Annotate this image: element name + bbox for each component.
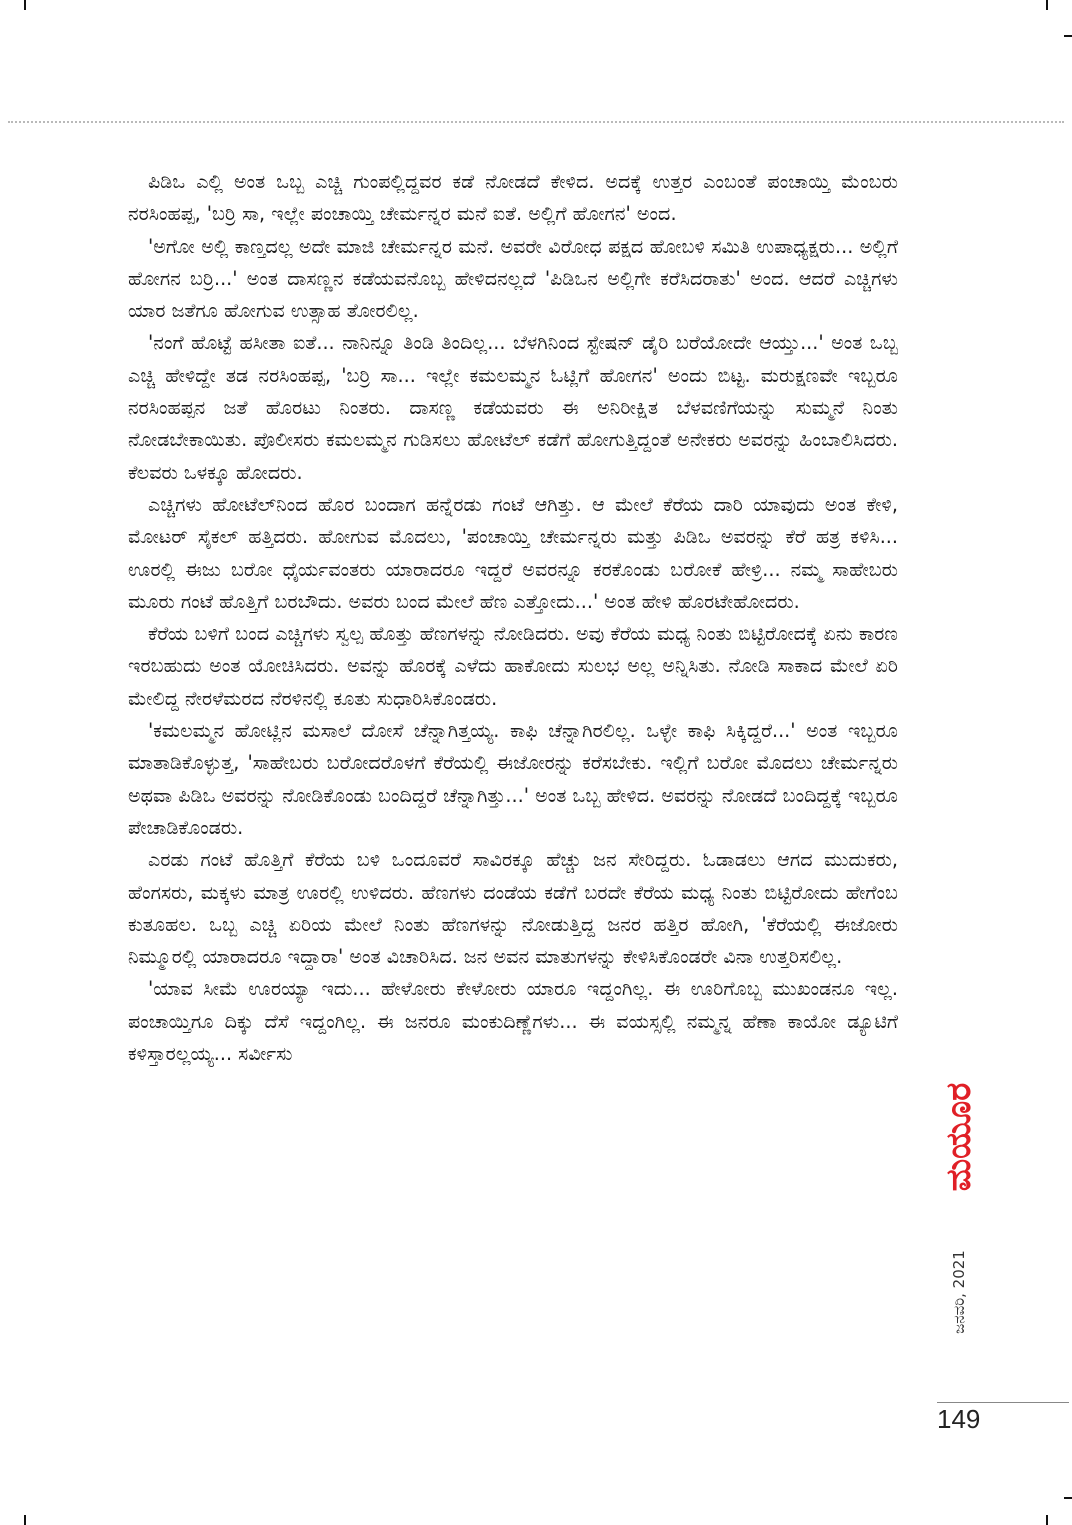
issue-date: ಜನವರಿ, 2021 xyxy=(950,1250,968,1334)
crop-mark-right-upper xyxy=(1064,35,1072,37)
paragraph: ಕೆರೆಯ ಬಳಿಗೆ ಬಂದ ಎಚ್ಚಿಗಳು ಸ್ವಲ್ಪ ಹೊತ್ತು ಹೆಣಗಳನ್ನು ನೋಡಿದರು. ಅವು ಕೆರೆಯ ಮಧ್ಯ ನಿಂತು ಬಿಟ್ಟಿರೋದಕ್ಕೆ ಏನು ಕಾರಣ ಇರಬಹುದು ಅಂತ ಯೋಚಿಸಿದರು. ಅವನ್ನು ಹೊರಕ್ಕೆ ಎಳೆದು ಹಾಕೋದು ಸುಲಭ ಅಲ್ಲ ಅನ್ನಿಸಿತು. ನೋಡಿ ಸಾಕಾದ ಮೇಲೆ ಏರಿ ಮೇಲಿದ್ದ ನೇರಳೆಮರದ ನೆರಳಿನಲ್ಲಿ ಕೂತು ಸುಧಾರಿಸಿಕೊಂಡರು. xyxy=(128,622,898,710)
paragraph: 'ಯಾವ ಸೀಮೆ ಊರಯ್ಯಾ ಇದು... ಹೇಳೋರು ಕೇಳೋರು ಯಾರೂ ಇದ್ದಂಗಿಲ್ಲ. ಈ ಊರಿಗೊಬ್ಬ ಮುಖಂಡನೂ ಇಲ್ಲ. ಪಂಚಾಯ್ತಿಗೂ ದಿಕ್ಕು ದೆಸೆ ಇದ್ದಂಗಿಲ್ಲ. ಈ ಜನರೂ ಮಂಕುದಿಣ್ಣೆಗಳು... ಈ ವಯಸ್ಸಲ್ಲಿ ನಮ್ಮನ್ನ ಹೆಣಾ ಕಾಯೋ ಡ್ಯೂಟಿಗೆ ಕಳಿಸ್ತಾರಲ್ಲಯ್ಯ... ಸರ್ವೀಸು xyxy=(128,977,898,1066)
magazine-logo xyxy=(930,1067,988,1207)
article-body xyxy=(128,166,898,1070)
paragraph: 'ನಂಗೆ ಹೊಟ್ಟೆ ಹಸೀತಾ ಐತೆ... ನಾನಿನ್ನೂ ತಿಂಡಿ ತಿಂದಿಲ್ಲ... ಬೆಳಗಿನಿಂದ ಸ್ಟೇಷನ್ ಡೈರಿ ಬರೆಯೋದೇ ಆಯ್ತು...' ಅಂತ ಒಬ್ಬ ಎಚ್ಚಿ ಹೇಳಿದ್ದೇ ತಡ ನರಸಿಂಹಪ್ಪ, 'ಬರ್ರಿ ಸಾ... ಇಲ್ಲೇ ಕಮಲಮ್ಮನ ಓಟ್ಲಿಗೆ ಹೋಗನ' ಅಂದು ಬಿಟ್ಟ. ಮರುಕ್ಷಣವೇ ಇಬ್ಬರೂ ನರಸಿಂಹಪ್ಪನ ಜತೆ ಹೊರಟು ನಿಂತರು. ದಾಸಣ್ಣ ಕಡೆಯವರು ಈ ಅನಿರೀಕ್ಷಿತ ಬೆಳವಣಿಗೆಯನ್ನು ಸುಮ್ಮನೆ ನಿಂತು ನೋಡಬೇಕಾಯಿತು. ಪೊಲೀಸರು ಕಮಲಮ್ಮನ ಗುಡಿಸಲು ಹೋಟೆಲ್ ಕಡೆಗೆ ಹೋಗುತ್ತಿದ್ದಂತೆ ಅನೇಕರು ಅವರನ್ನು ಹಿಂಬಾಲಿಸಿದರು. ಕೆಲವರು ಒಳಕ್ಕೂ ಹೋದರು. xyxy=(128,331,898,484)
crop-mark-bottom-right xyxy=(1046,1515,1048,1525)
header-dotted-rule xyxy=(8,121,1064,123)
magazine-sidebar xyxy=(930,1067,988,1399)
paragraph: ಪಿಡಿಒ ಎಲ್ಲಿ ಅಂತ ಒಬ್ಬ ಎಚ್ಚಿ ಗುಂಪಲ್ಲಿದ್ದವರ ಕಡೆ ನೋಡದೆ ಕೇಳಿದ. ಅದಕ್ಕೆ ಉತ್ತರ ಎಂಬಂತೆ ಪಂಚಾಯ್ತಿ ಮೆಂಬರು ನರಸಿಂಹಪ್ಪ, 'ಬರ್ರಿ ಸಾ, ಇಲ್ಲೇ ಪಂಚಾಯ್ತಿ ಚೇರ್ಮನ್ನರ ಮನೆ ಐತೆ. ಅಲ್ಲಿಗೆ ಹೋಗನ' ಅಂದ. xyxy=(128,170,898,226)
paragraph: 'ಅಗೋ ಅಲ್ಲಿ ಕಾಣ್ತದಲ್ಲ ಅದೇ ಮಾಜಿ ಚೇರ್ಮನ್ನರ ಮನೆ. ಅವರೇ ವಿರೋಧ ಪಕ್ಷದ ಹೋಬಳಿ ಸಮಿತಿ ಉಪಾಧ್ಯಕ್ಷರು... ಅಲ್ಲಿಗೆ ಹೋಗನ ಬರ್ರಿ...' ಅಂತ ದಾಸಣ್ಣನ ಕಡೆಯವನೊಬ್ಬ ಹೇಳಿದನಲ್ಲದೆ 'ಪಿಡಿಒನ ಅಲ್ಲಿಗೇ ಕರೆಸಿದರಾತು' ಅಂದ. ಆದರೆ ಎಚ್ಚಿಗಳು ಯಾರ ಜತೆಗೂ ಹೋಗುವ ಉತ್ಸಾಹ ತೋರಲಿಲ್ಲ. xyxy=(128,234,898,323)
issue-date-block xyxy=(930,1207,988,1377)
paragraph: 'ಕಮಲಮ್ಮನ ಹೋಟ್ಲಿನ ಮಸಾಲೆ ದೋಸೆ ಚೆನ್ನಾಗಿತ್ತಯ್ಯ. ಕಾಫಿ ಚೆನ್ನಾಗಿರಲಿಲ್ಲ. ಒಳ್ಳೇ ಕಾಫಿ ಸಿಕ್ಕಿದ್ದರೆ...' ಅಂತ ಇಬ್ಬರೂ ಮಾತಾಡಿಕೊಳ್ಳುತ್ತ, 'ಸಾಹೇಬರು ಬರೋದರೊಳಗೆ ಕೆರೆಯಲ್ಲಿ ಈಜೋರನ್ನು ಕರೆಸಬೇಕು. ಇಲ್ಲಿಗೆ ಬರೋ ಮೊದಲು ಚೇರ್ಮನ್ನರು ಅಥವಾ ಪಿಡಿಒ ಅವರನ್ನು ನೋಡಿಕೊಂಡು ಬಂದಿದ್ದರೆ ಚೆನ್ನಾಗಿತ್ತು...' ಅಂತ ಒಬ್ಬ ಹೇಳಿದ. ಅವರನ್ನು ನೋಡದೆ ಬಂದಿದ್ದಕ್ಕೆ ಇಬ್ಬರೂ ಪೇಚಾಡಿಕೊಂಡರು. xyxy=(128,719,898,839)
paragraph: ಎರಡು ಗಂಟೆ ಹೊತ್ತಿಗೆ ಕೆರೆಯ ಬಳಿ ಒಂದೂವರೆ ಸಾವಿರಕ್ಕೂ ಹೆಚ್ಚು ಜನ ಸೇರಿದ್ದರು. ಓಡಾಡಲು ಆಗದ ಮುದುಕರು, ಹೆಂಗಸರು, ಮಕ್ಕಳು ಮಾತ್ರ ಊರಲ್ಲಿ ಉಳಿದರು. ಹೆಣಗಳು ದಂಡೆಯ ಕಡೆಗೆ ಬರದೇ ಕೆರೆಯ ಮಧ್ಯ ನಿಂತು ಬಿಟ್ಟಿರೋದು ಹೇಗೆಂಬ ಕುತೂಹಲ. ಒಬ್ಬ ಎಚ್ಚಿ ಏರಿಯ ಮೇಲೆ ನಿಂತು ಹೆಣಗಳನ್ನು ನೋಡುತ್ತಿದ್ದ ಜನರ ಹತ್ತಿರ ಹೋಗಿ, 'ಕೆರೆಯಲ್ಲಿ ಈಜೋರು ನಿಮ್ಮೂರಲ್ಲಿ ಯಾರಾದರೂ ಇದ್ದಾರಾ' ಅಂತ ವಿಚಾರಿಸಿದ. ಜನ ಅವನ ಮಾತುಗಳನ್ನು ಕೇಳಿಸಿಕೊಂಡರೇ ವಿನಾ ಉತ್ತರಿಸಲಿಲ್ಲ. xyxy=(128,848,898,969)
crop-mark-top-right xyxy=(1046,0,1048,10)
magazine-name: ಮಯೂರ xyxy=(939,1082,979,1192)
crop-mark-top-left xyxy=(24,0,26,10)
crop-mark-right-lower xyxy=(1064,1497,1072,1499)
footer-rule xyxy=(937,1402,1069,1403)
page-number: 149 xyxy=(937,1404,981,1434)
paragraph: ಎಚ್ಚಿಗಳು ಹೋಟೆಲ್‌ನಿಂದ ಹೊರ ಬಂದಾಗ ಹನ್ನೆರಡು ಗಂಟೆ ಆಗಿತ್ತು. ಆ ಮೇಲೆ ಕೆರೆಯ ದಾರಿ ಯಾವುದು ಅಂತ ಕೇಳಿ, ಮೋಟರ್ ಸೈಕಲ್ ಹತ್ತಿದರು. ಹೋಗುವ ಮೊದಲು, 'ಪಂಚಾಯ್ತಿ ಚೇರ್ಮನ್ನರು ಮತ್ತು ಪಿಡಿಒ ಅವರನ್ನು ಕೆರೆ ಹತ್ರ ಕಳಿಸಿ... ಊರಲ್ಲಿ ಈಜು ಬರೋ ಧೈರ್ಯವಂತರು ಯಾರಾದರೂ ಇದ್ದರೆ ಅವರನ್ನೂ ಕರಕೊಂಡು ಬರೋಕೆ ಹೇಳ್ರಿ... ನಮ್ಮ ಸಾಹೇಬರು ಮೂರು ಗಂಟೆ ಹೊತ್ತಿಗೆ ಬರಬೌದು. ಅವರು ಬಂದ ಮೇಲೆ ಹೆಣ ಎತ್ತೋದು...' ಅಂತ ಹೇಳಿ ಹೊರಟೇಹೋದರು. xyxy=(128,492,898,613)
crop-mark-bottom-left xyxy=(24,1515,26,1525)
